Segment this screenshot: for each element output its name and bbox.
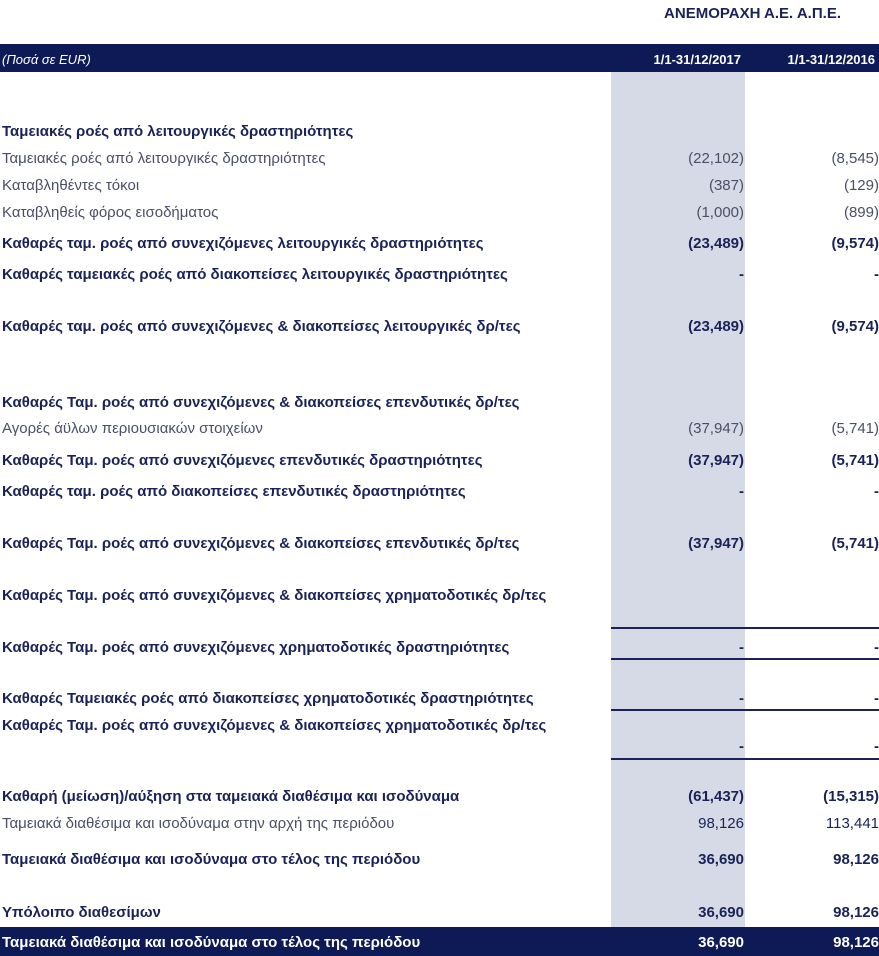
value-2016: -: [874, 639, 879, 656]
value-2016: (5,741): [831, 420, 879, 437]
value-2016: (9,574): [831, 318, 879, 335]
value-2016: 98,126: [833, 851, 879, 868]
row-label: Καθαρή (μείωση)/αύξηση στα ταμειακά διαθέσιμα και ισοδύναμα: [2, 788, 460, 805]
value-2017: (22,102): [688, 150, 744, 167]
value-2017: -: [739, 483, 744, 500]
value-2017: 36,690: [698, 851, 744, 868]
value-2017: 98,126: [698, 815, 744, 832]
row-label: Υπόλοιπο διαθεσίμων: [2, 904, 161, 921]
value-2016: (129): [843, 177, 879, 194]
value-2017: (23,489): [688, 235, 744, 252]
value-2016: -: [874, 738, 879, 755]
row-label: Ταμειακές ροές από λειτουργικές δραστηριότητες: [2, 123, 354, 140]
value-2016: (9,574): [831, 235, 879, 252]
value-2017: -: [739, 690, 744, 707]
value-2017: -: [739, 639, 744, 656]
value-2017: (37,947): [688, 535, 744, 552]
row-label: Ταμειακά διαθέσιμα και ισοδύναμα στο τέλος της περιόδου: [2, 934, 421, 951]
closing-balance-footer-row: [0, 927, 879, 956]
divider: [611, 627, 879, 629]
company-name: ΑΝΕΜΟΡΑΧΗ Α.Ε. Α.Π.Ε.: [664, 5, 841, 22]
column-header-2017: 1/1-31/12/2017: [653, 52, 741, 67]
currency-unit-label: (Ποσά σε EUR): [2, 52, 91, 67]
row-label: Ταμειακά διαθέσιμα και ισοδύναμα στην αρχή της περιόδου: [2, 815, 395, 832]
value-2017: -: [739, 266, 744, 283]
row-label: Καταβληθείς φόρος εισοδήματος: [2, 204, 219, 221]
value-2017: 36,690: [698, 904, 744, 921]
row-label: Καθαρές Ταμ. ροές από συνεχιζόμενες & διακοπείσες χρηματοδοτικές δρ/τες: [2, 717, 547, 734]
value-2017: (23,489): [688, 318, 744, 335]
table-header: [0, 44, 879, 72]
value-2016: (5,741): [831, 535, 879, 552]
row-label: Ταμειακά διαθέσιμα και ισοδύναμα στο τέλος της περιόδου: [2, 851, 421, 868]
value-2017: (387): [708, 177, 744, 194]
row-label: Καθαρές Ταμ. ροές από συνεχιζόμενες & διακοπείσες χρηματοδοτικές δρ/τες: [2, 587, 547, 604]
column-header-2016: 1/1-31/12/2016: [787, 52, 875, 67]
value-2017: (61,437): [688, 788, 744, 805]
value-2016: -: [874, 266, 879, 283]
row-label: Ταμειακές ροές από λειτουργικές δραστηριότητες: [2, 150, 326, 167]
row-label: Καθαρές Ταμ. ροές από συνεχιζόμενες χρηματοδοτικές δραστηριότητες: [2, 639, 510, 656]
value-2016: 98,126: [833, 904, 879, 921]
row-label: Καθαρές ταμειακές ροές από διακοπείσες λειτουργικές δραστηριότητες: [2, 266, 508, 283]
value-2016: (899): [843, 204, 879, 221]
row-label: Καθαρές Ταμ. ροές από συνεχιζόμενες & διακοπείσες επενδυτικές δρ/τες: [2, 535, 520, 552]
row-label: Καθαρές ταμ. ροές από διακοπείσες επενδυτικές δραστηριότητες: [2, 483, 466, 500]
row-label: Καθαρές ταμ. ροές από συνεχιζόμενες λειτουργικές δραστηριότητες: [2, 235, 484, 252]
value-2016: 98,126: [833, 934, 879, 951]
row-label: Καθαρές Ταμ. ροές από συνεχιζόμενες επενδυτικές δραστηριότητες: [2, 452, 483, 469]
value-2016: (8,545): [831, 150, 879, 167]
divider: [611, 709, 879, 711]
value-2016: 113,441: [825, 815, 879, 832]
row-label: Καταβληθέντες τόκοι: [2, 177, 140, 194]
value-2017: (37,947): [688, 420, 744, 437]
value-2016: (15,315): [823, 788, 879, 805]
row-label: Αγορές άϋλων περιουσιακών στοιχείων: [2, 420, 263, 437]
value-2017: (37,947): [688, 452, 744, 469]
row-label: Καθαρές Ταμ. ροές από συνεχιζόμενες & διακοπείσες επενδυτικές δρ/τες: [2, 394, 520, 411]
row-label: Καθαρές ταμ. ροές από συνεχιζόμενες & διακοπείσες λειτουργικές δρ/τες: [2, 318, 521, 335]
value-2016: (5,741): [831, 452, 879, 469]
value-2017: -: [739, 738, 744, 755]
value-2017: 36,690: [698, 934, 744, 951]
value-2016: -: [874, 483, 879, 500]
divider: [611, 658, 879, 660]
divider: [611, 758, 879, 760]
value-2016: -: [874, 690, 879, 707]
row-label: Καθαρές Ταμειακές ροές από διακοπείσες χρηματοδοτικές δραστηριότητες: [2, 690, 534, 707]
value-2017: (1,000): [696, 204, 744, 221]
